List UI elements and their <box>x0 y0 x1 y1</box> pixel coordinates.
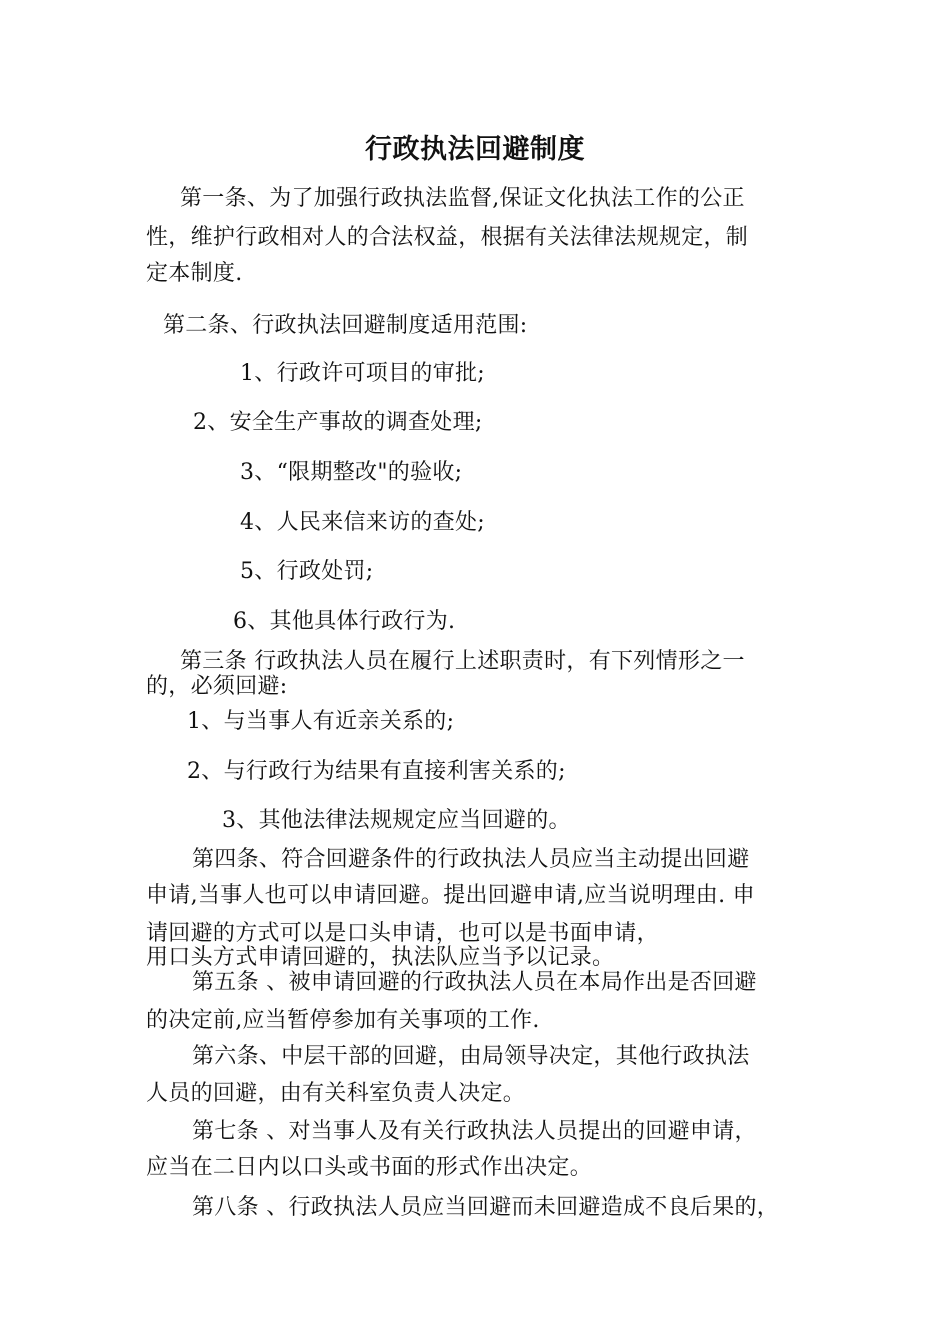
article-2-item-2: 2、安全生产事故的调查处理; <box>193 410 483 435</box>
article-7-line-1: 第七条 、对当事人及有关行政执法人员提出的回避申请， <box>192 1119 757 1144</box>
article-1-line-1: 第一条、为了加强行政执法监督,保证文化执法工作的公正 <box>180 186 745 211</box>
document-title: 行政执法回避制度 <box>365 134 585 165</box>
article-2-item-6: 6、其他具体行政行为. <box>233 609 456 634</box>
article-3-item-2: 2、与行政行为结果有直接利害关系的; <box>187 759 566 784</box>
article-3-item-1: 1、与当事人有近亲关系的; <box>187 709 455 734</box>
article-3-line-1: 第三条 行政执法人员在履行上述职责时，有下列情形之一 <box>180 649 745 674</box>
article-5-line-1: 第五条 、被申请回避的行政执法人员在本局作出是否回避 <box>192 970 757 995</box>
article-8-line-1: 第八条 、行政执法人员应当回避而未回避造成不良后果的， <box>192 1195 780 1220</box>
article-2-item-4: 4、人民来信来访的查处; <box>240 510 486 535</box>
article-1-line-2: 性，维护行政相对人的合法权益，根据有关法律法规规定，制 <box>146 225 749 250</box>
article-6-line-1: 第六条、中层干部的回避，由局领导决定，其他行政执法 <box>192 1044 750 1069</box>
article-3-line-2: 的，必须回避: <box>146 674 288 699</box>
article-7-line-2: 应当在二日内以口头或书面的形式作出决定。 <box>146 1155 593 1180</box>
article-4-line-3: 请回避的方式可以是口头申请，也可以是书面申请， <box>146 921 659 946</box>
article-1-line-3: 定本制度. <box>146 261 243 286</box>
article-2-item-3: 3、“限期整改"的验收; <box>240 460 463 485</box>
article-6-line-2: 人员的回避，由有关科室负责人决定。 <box>146 1081 526 1106</box>
article-2-item-5: 5、行政处罚; <box>240 559 374 584</box>
article-2-heading: 第二条、行政执法回避制度适用范围: <box>163 313 528 338</box>
article-4-line-2: 申请,当事人也可以申请回避。提出回避申请,应当说明理由. 申 <box>146 883 755 908</box>
article-2-item-1: 1、行政许可项目的审批; <box>240 361 486 386</box>
article-3-item-3: 3、其他法律法规规定应当回避的。 <box>222 808 571 833</box>
article-4-line-1: 第四条、符合回避条件的行政执法人员应当主动提出回避 <box>192 847 750 872</box>
article-4-line-4: 用口头方式申请回避的，执法队应当予以记录。 <box>146 945 615 970</box>
article-5-line-2: 的决定前,应当暂停参加有关事项的工作. <box>146 1008 540 1033</box>
